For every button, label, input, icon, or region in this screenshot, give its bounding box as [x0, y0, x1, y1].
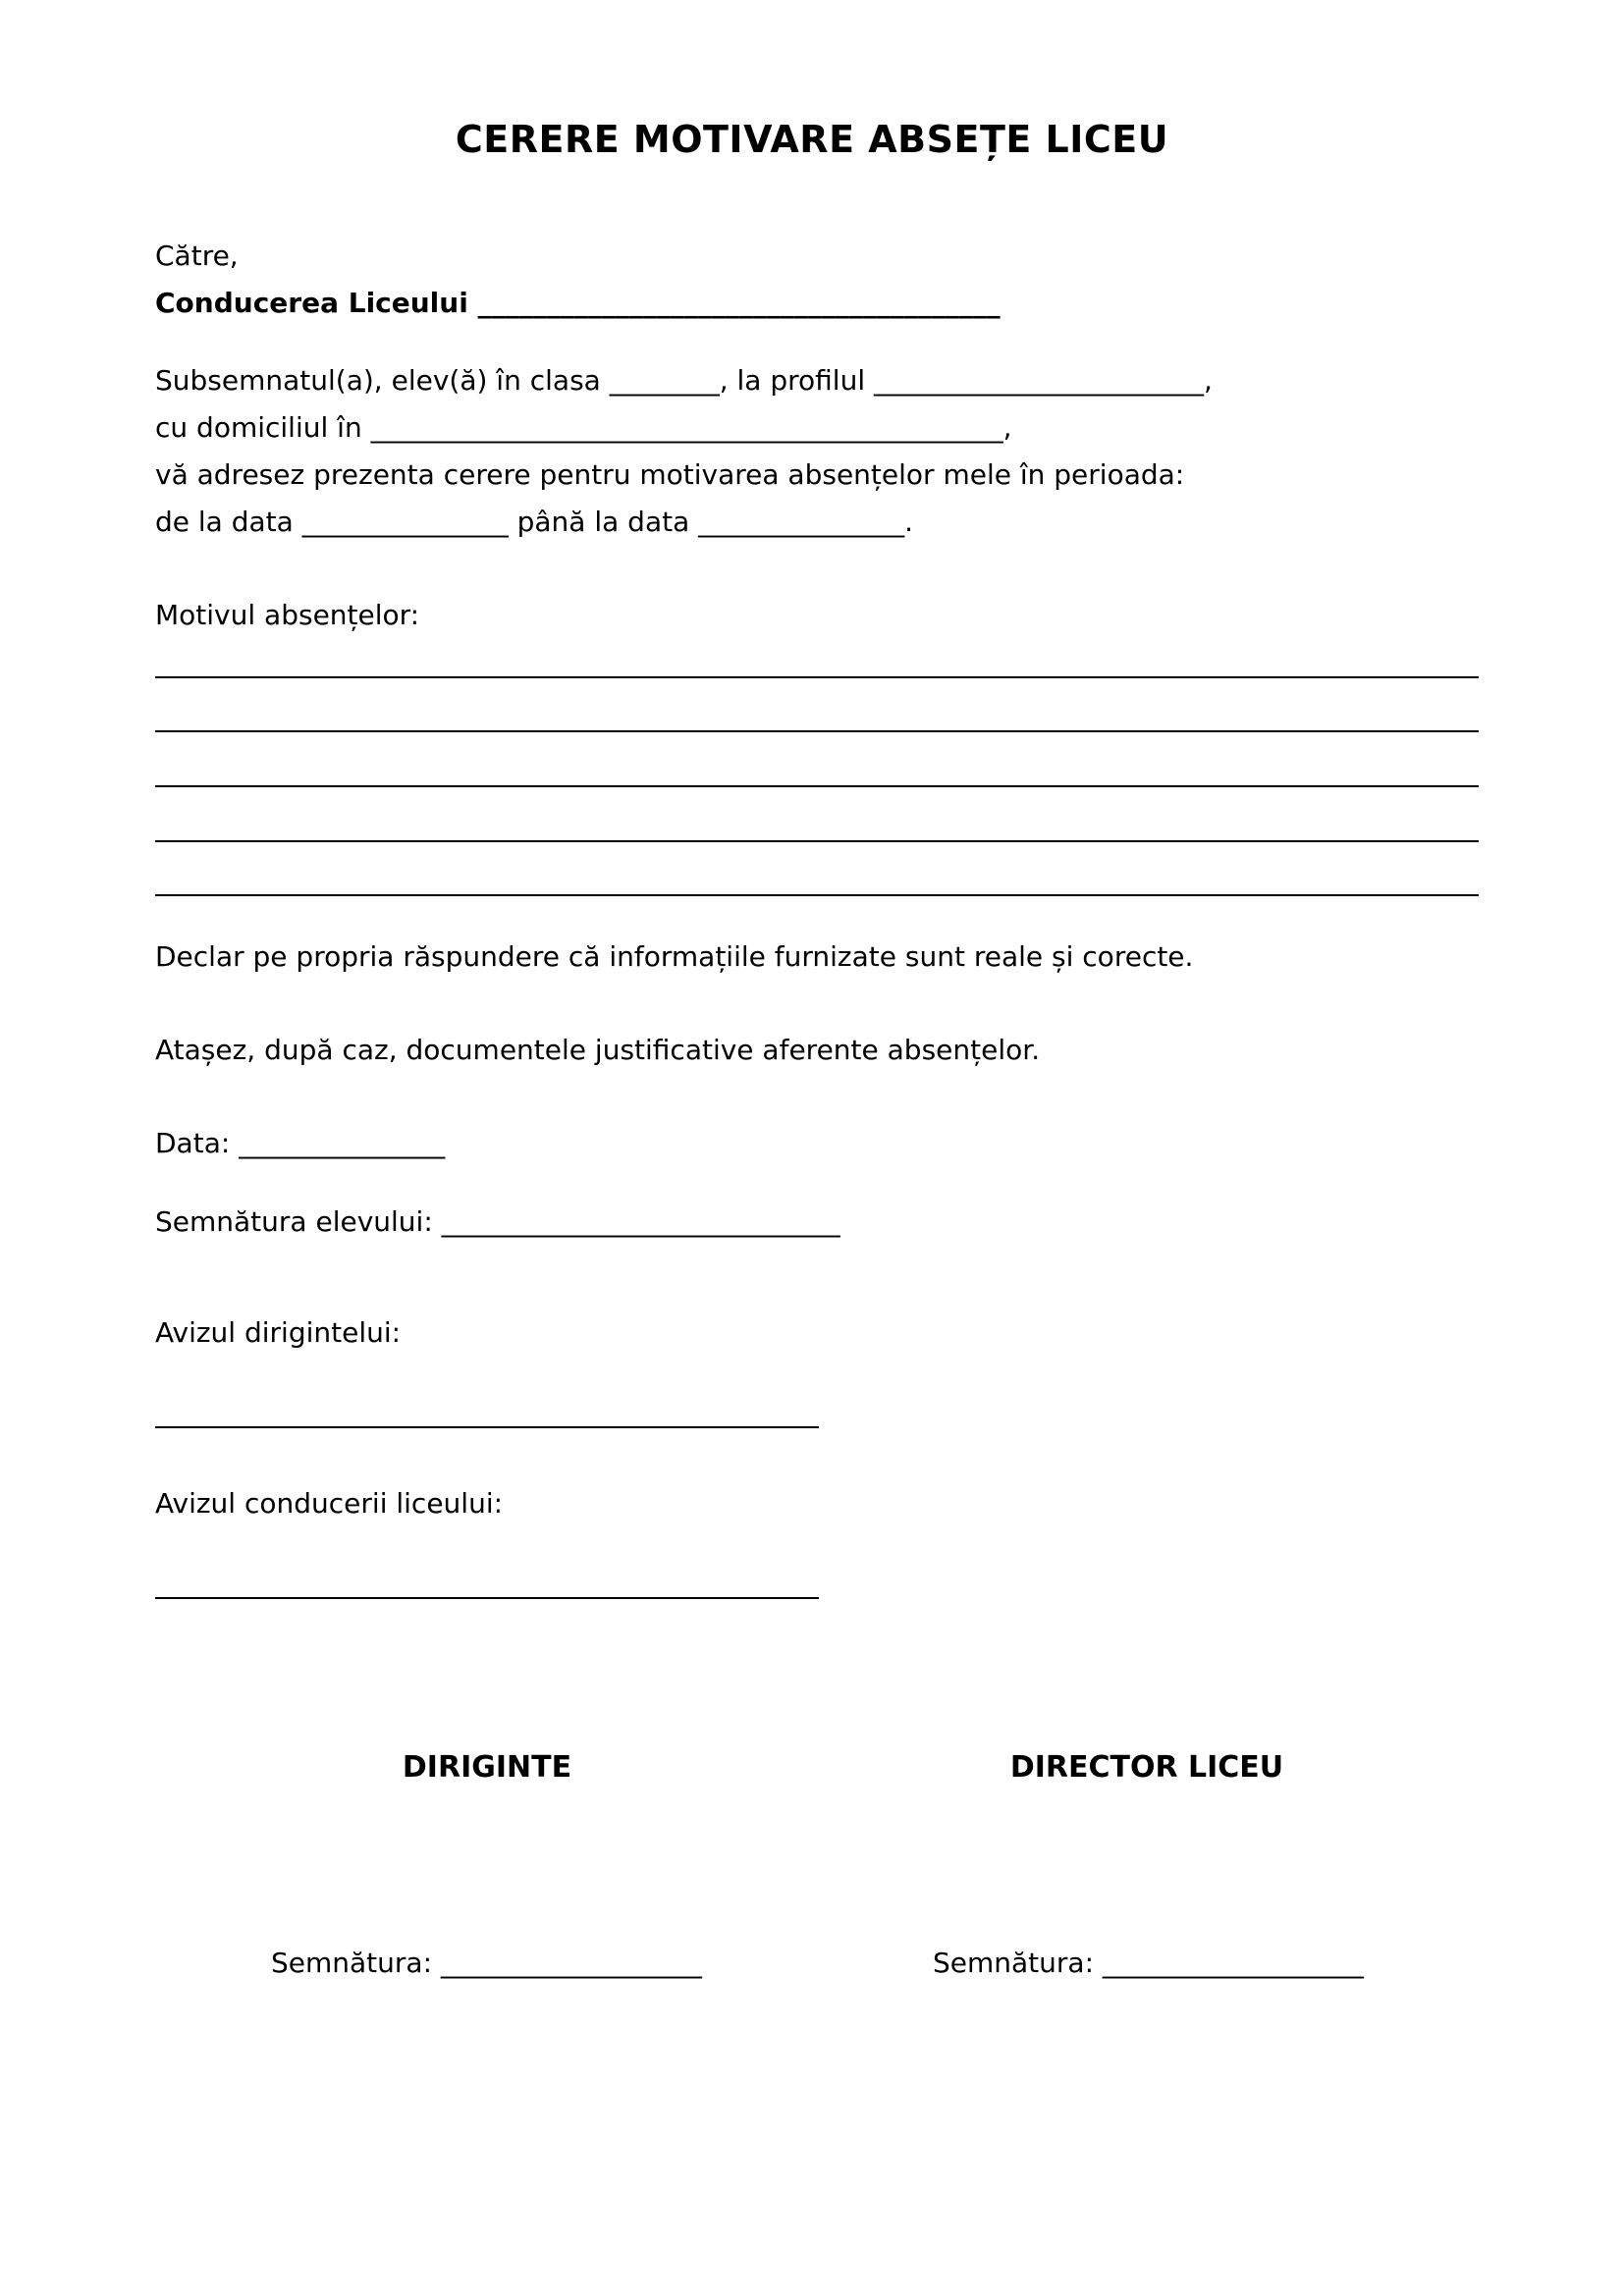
teacher-opinion-line [155, 1426, 819, 1428]
teacher-opinion-label: Avizul dirigintelui: [155, 1316, 402, 1349]
teacher-signature-line: Semnătura: ___________________ [271, 1947, 702, 1979]
reason-line [155, 676, 1479, 678]
body-line-address: cu domiciliul în ______________________________________________, [155, 411, 1012, 444]
director-signature-line: Semnătura: ___________________ [933, 1947, 1364, 1979]
declaration-text: Declar pe propria răspundere că informațiile furnizate sunt reale și corecte. [155, 940, 1194, 973]
recipient-institution: Conducerea Liceului ______________________________________ [155, 287, 1001, 319]
recipient-to: Către, [155, 240, 239, 272]
management-opinion-label: Avizul conducerii liceului: [155, 1487, 504, 1520]
body-line-class-profile: Subsemnatul(a), elev(ă) în clasa ________, la profilul ________________________, [155, 364, 1213, 397]
body-line-request: vă adresez prezenta cerere pentru motivarea absențelor mele în perioada: [155, 458, 1185, 491]
teacher-signature-title: DIRIGINTE [402, 1750, 572, 1785]
body-line-period: de la data _______________ până la data _______________. [155, 506, 914, 538]
reason-line [155, 730, 1479, 732]
date-field: Data: _______________ [155, 1127, 446, 1159]
attachments-text: Atașez, după caz, documentele justificative aferente absențelor. [155, 1034, 1041, 1066]
student-signature-field: Semnătura elevului: _____________________________ [155, 1205, 840, 1238]
document-title: CERERE MOTIVARE ABSEȚE LICEU [455, 118, 1169, 161]
management-opinion-line [155, 1597, 819, 1599]
director-signature-title: DIRECTOR LICEU [1009, 1750, 1284, 1785]
reason-line [155, 840, 1479, 842]
reason-line [155, 894, 1479, 896]
reason-label: Motivul absențelor: [155, 599, 420, 631]
reason-line [155, 785, 1479, 787]
